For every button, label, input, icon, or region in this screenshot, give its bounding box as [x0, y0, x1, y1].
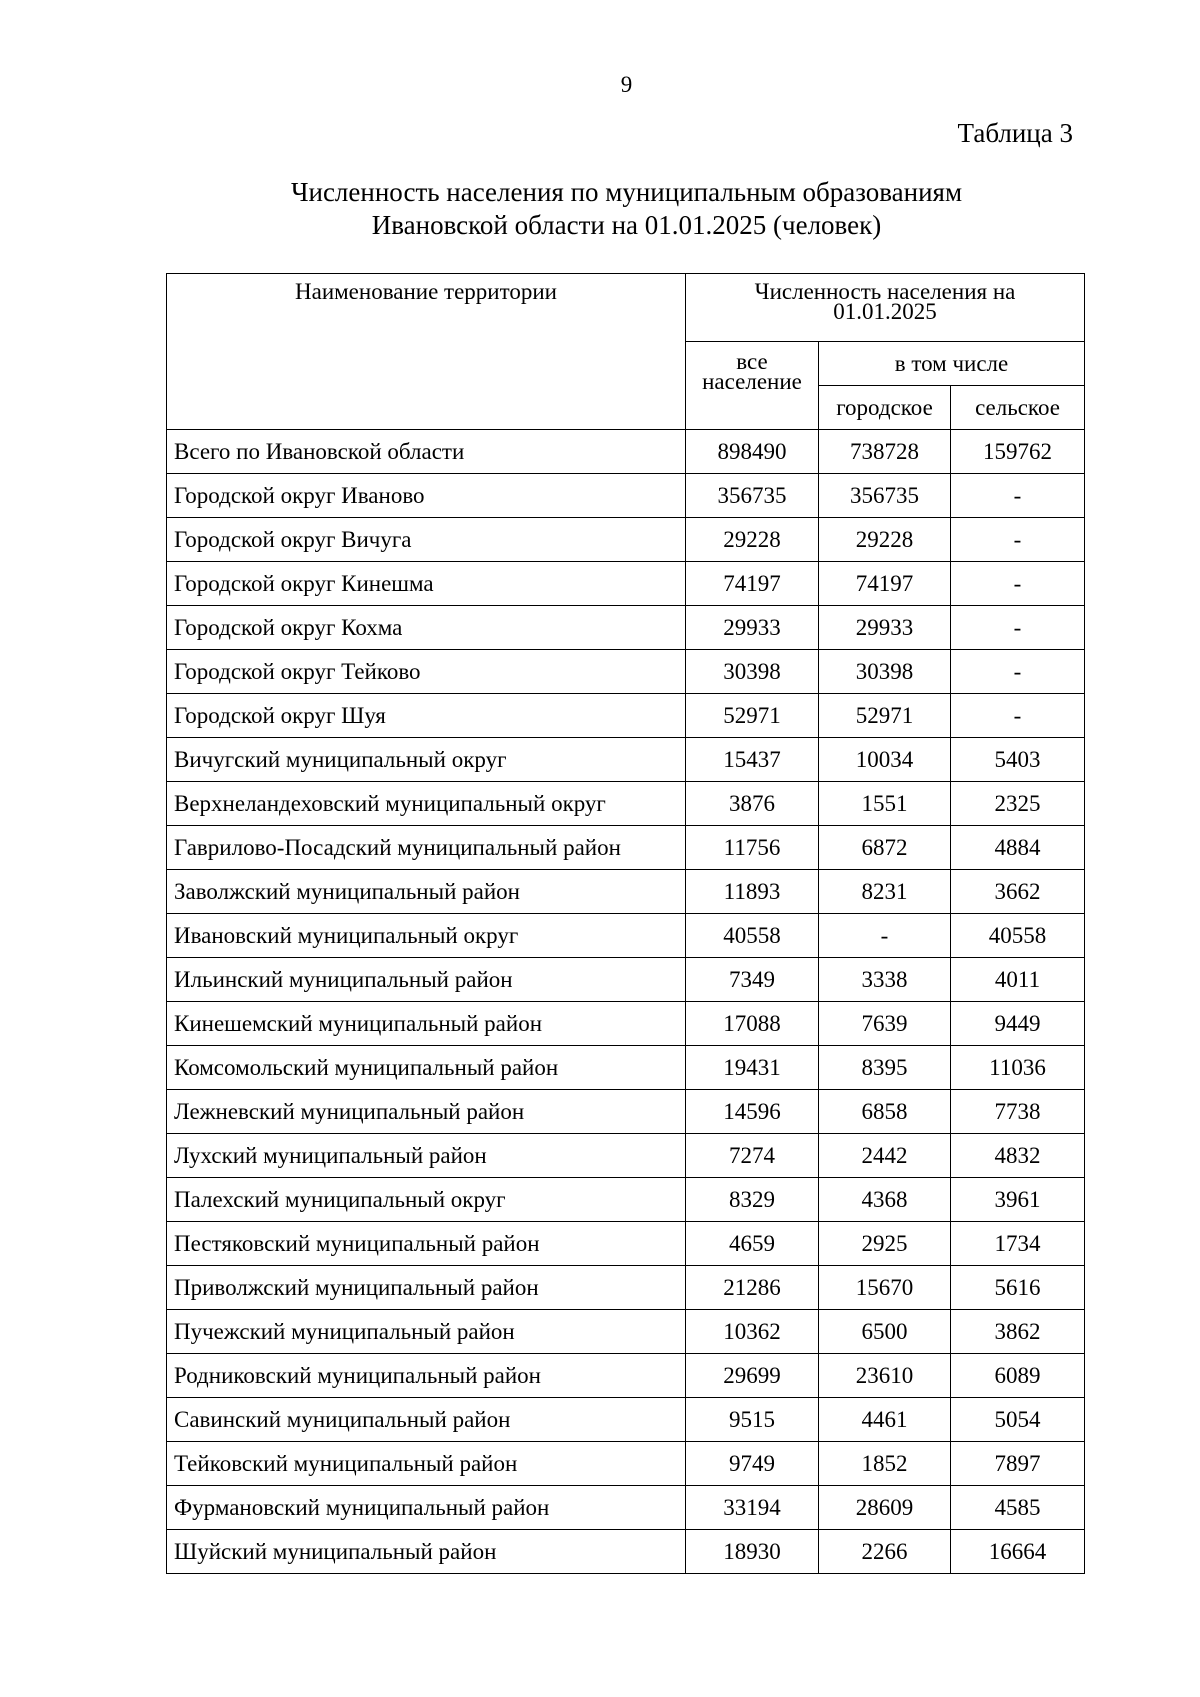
table-row	[167, 1266, 1085, 1310]
table-row	[167, 1002, 1085, 1046]
table-row	[167, 430, 1085, 474]
total-population-cell: 9515	[686, 1398, 819, 1442]
table-row	[167, 782, 1085, 826]
total-population-cell: 14596	[686, 1090, 819, 1134]
rural-population-cell: 5054	[951, 1398, 1085, 1442]
header-including: в том числе	[819, 342, 1085, 386]
rural-population-cell: 4011	[951, 958, 1085, 1002]
table-row	[167, 1134, 1085, 1178]
territory-name-cell: Городской округ Кинешма	[167, 562, 686, 606]
page-number: 9	[620, 72, 633, 97]
header-total: все население	[686, 342, 819, 430]
territory-name-cell: Шуйский муниципальный район	[167, 1530, 686, 1574]
table-row	[167, 1046, 1085, 1090]
rural-population-cell: 3662	[951, 870, 1085, 914]
urban-population-cell: 2925	[819, 1222, 951, 1266]
urban-population-cell: 2442	[819, 1134, 951, 1178]
table-row	[167, 1178, 1085, 1222]
territory-name-cell: Кинешемский муниципальный район	[167, 1002, 686, 1046]
table-row	[167, 958, 1085, 1002]
urban-population-cell: 7639	[819, 1002, 951, 1046]
rural-population-cell: 9449	[951, 1002, 1085, 1046]
territory-name-cell: Заволжский муниципальный район	[167, 870, 686, 914]
urban-population-cell: 4461	[819, 1398, 951, 1442]
territory-name-cell: Савинский муниципальный район	[167, 1398, 686, 1442]
urban-population-cell: 8231	[819, 870, 951, 914]
rural-population-cell: 159762	[951, 430, 1085, 474]
urban-population-cell: 3338	[819, 958, 951, 1002]
urban-population-cell: 356735	[819, 474, 951, 518]
table-row	[167, 606, 1085, 650]
table-row	[167, 562, 1085, 606]
urban-population-cell: 29933	[819, 606, 951, 650]
document-title	[0, 176, 1200, 242]
table-row	[167, 1310, 1085, 1354]
urban-population-cell: 23610	[819, 1354, 951, 1398]
territory-name-cell: Родниковский муниципальный район	[167, 1354, 686, 1398]
table-row	[167, 650, 1085, 694]
rural-population-cell: -	[951, 474, 1085, 518]
total-population-cell: 7349	[686, 958, 819, 1002]
table-row	[167, 826, 1085, 870]
total-population-cell: 29228	[686, 518, 819, 562]
territory-name-cell: Верхнеландеховский муниципальный округ	[167, 782, 686, 826]
total-population-cell: 40558	[686, 914, 819, 958]
total-population-cell: 74197	[686, 562, 819, 606]
urban-population-cell: 4368	[819, 1178, 951, 1222]
urban-population-cell: 52971	[819, 694, 951, 738]
rural-population-cell: 7897	[951, 1442, 1085, 1486]
urban-population-cell: 2266	[819, 1530, 951, 1574]
rural-population-cell: 3862	[951, 1310, 1085, 1354]
territory-name-cell: Пучежский муниципальный район	[167, 1310, 686, 1354]
territory-name-cell: Пестяковский муниципальный район	[167, 1222, 686, 1266]
rural-population-cell: -	[951, 606, 1085, 650]
rural-population-cell: 7738	[951, 1090, 1085, 1134]
rural-population-cell: -	[951, 518, 1085, 562]
urban-population-cell: 28609	[819, 1486, 951, 1530]
total-population-cell: 10362	[686, 1310, 819, 1354]
urban-population-cell: 6500	[819, 1310, 951, 1354]
territory-name-cell: Городской округ Кохма	[167, 606, 686, 650]
total-population-cell: 52971	[686, 694, 819, 738]
table-row	[167, 1442, 1085, 1486]
urban-population-cell: 6858	[819, 1090, 951, 1134]
total-population-cell: 8329	[686, 1178, 819, 1222]
population-table	[166, 273, 1085, 1574]
rural-population-cell: 2325	[951, 782, 1085, 826]
table-row	[167, 870, 1085, 914]
territory-name-cell: Городской округ Вичуга	[167, 518, 686, 562]
urban-population-cell: 1852	[819, 1442, 951, 1486]
total-population-cell: 9749	[686, 1442, 819, 1486]
header-name: Наименование территории	[167, 274, 686, 430]
table-row	[167, 738, 1085, 782]
rural-population-cell: 4832	[951, 1134, 1085, 1178]
rural-population-cell: 11036	[951, 1046, 1085, 1090]
territory-name-cell: Лежневский муниципальный район	[167, 1090, 686, 1134]
table-label: Таблица 3	[957, 118, 1073, 148]
urban-population-cell: 8395	[819, 1046, 951, 1090]
territory-name-cell: Приволжский муниципальный район	[167, 1266, 686, 1310]
total-population-cell: 3876	[686, 782, 819, 826]
territory-name-cell: Комсомольский муниципальный район	[167, 1046, 686, 1090]
rural-population-cell: 16664	[951, 1530, 1085, 1574]
territory-name-cell: Городской округ Шуя	[167, 694, 686, 738]
table-row	[167, 1354, 1085, 1398]
header-rural: сельское	[951, 386, 1085, 430]
table-row	[167, 1090, 1085, 1134]
total-population-cell: 11893	[686, 870, 819, 914]
urban-population-cell: 30398	[819, 650, 951, 694]
total-population-cell: 356735	[686, 474, 819, 518]
table-header	[167, 274, 1085, 430]
table-row	[167, 1486, 1085, 1530]
urban-population-cell: 1551	[819, 782, 951, 826]
rural-population-cell: 4585	[951, 1486, 1085, 1530]
total-population-cell: 11756	[686, 826, 819, 870]
total-population-cell: 30398	[686, 650, 819, 694]
rural-population-cell: 40558	[951, 914, 1085, 958]
total-population-cell: 4659	[686, 1222, 819, 1266]
table-row	[167, 518, 1085, 562]
total-population-cell: 17088	[686, 1002, 819, 1046]
territory-name-cell: Всего по Ивановской области	[167, 430, 686, 474]
urban-population-cell: 6872	[819, 826, 951, 870]
territory-name-cell: Лухский муниципальный район	[167, 1134, 686, 1178]
territory-name-cell: Городской округ Иваново	[167, 474, 686, 518]
table-row	[167, 694, 1085, 738]
table-row	[167, 1222, 1085, 1266]
territory-name-cell: Тейковский муниципальный район	[167, 1442, 686, 1486]
territory-name-cell: Гаврилово-Посадский муниципальный район	[167, 826, 686, 870]
urban-population-cell: 15670	[819, 1266, 951, 1310]
table-row	[167, 474, 1085, 518]
total-population-cell: 15437	[686, 738, 819, 782]
title-line-2: Ивановской области на 01.01.2025 (человек)	[371, 210, 882, 240]
territory-name-cell: Фурмановский муниципальный район	[167, 1486, 686, 1530]
header-population: Численность населения на 01.01.2025	[686, 274, 1085, 342]
territory-name-cell: Палехский муниципальный округ	[167, 1178, 686, 1222]
rural-population-cell: 5403	[951, 738, 1085, 782]
rural-population-cell: 3961	[951, 1178, 1085, 1222]
header-urban: городское	[819, 386, 951, 430]
territory-name-cell: Ивановский муниципальный округ	[167, 914, 686, 958]
urban-population-cell: -	[819, 914, 951, 958]
rural-population-cell: 1734	[951, 1222, 1085, 1266]
table-row	[167, 1398, 1085, 1442]
table-row	[167, 914, 1085, 958]
table-row	[167, 1530, 1085, 1574]
total-population-cell: 7274	[686, 1134, 819, 1178]
rural-population-cell: 4884	[951, 826, 1085, 870]
total-population-cell: 29699	[686, 1354, 819, 1398]
rural-population-cell: 5616	[951, 1266, 1085, 1310]
title-line-1: Численность населения по муниципальным образованиям	[290, 177, 963, 207]
territory-name-cell: Вичугский муниципальный округ	[167, 738, 686, 782]
territory-name-cell: Ильинский муниципальный район	[167, 958, 686, 1002]
urban-population-cell: 10034	[819, 738, 951, 782]
rural-population-cell: -	[951, 694, 1085, 738]
urban-population-cell: 738728	[819, 430, 951, 474]
urban-population-cell: 74197	[819, 562, 951, 606]
table-body	[167, 430, 1085, 1574]
rural-population-cell: -	[951, 562, 1085, 606]
total-population-cell: 29933	[686, 606, 819, 650]
total-population-cell: 898490	[686, 430, 819, 474]
total-population-cell: 18930	[686, 1530, 819, 1574]
urban-population-cell: 29228	[819, 518, 951, 562]
total-population-cell: 21286	[686, 1266, 819, 1310]
total-population-cell: 33194	[686, 1486, 819, 1530]
rural-population-cell: 6089	[951, 1354, 1085, 1398]
rural-population-cell: -	[951, 650, 1085, 694]
total-population-cell: 19431	[686, 1046, 819, 1090]
territory-name-cell: Городской округ Тейково	[167, 650, 686, 694]
